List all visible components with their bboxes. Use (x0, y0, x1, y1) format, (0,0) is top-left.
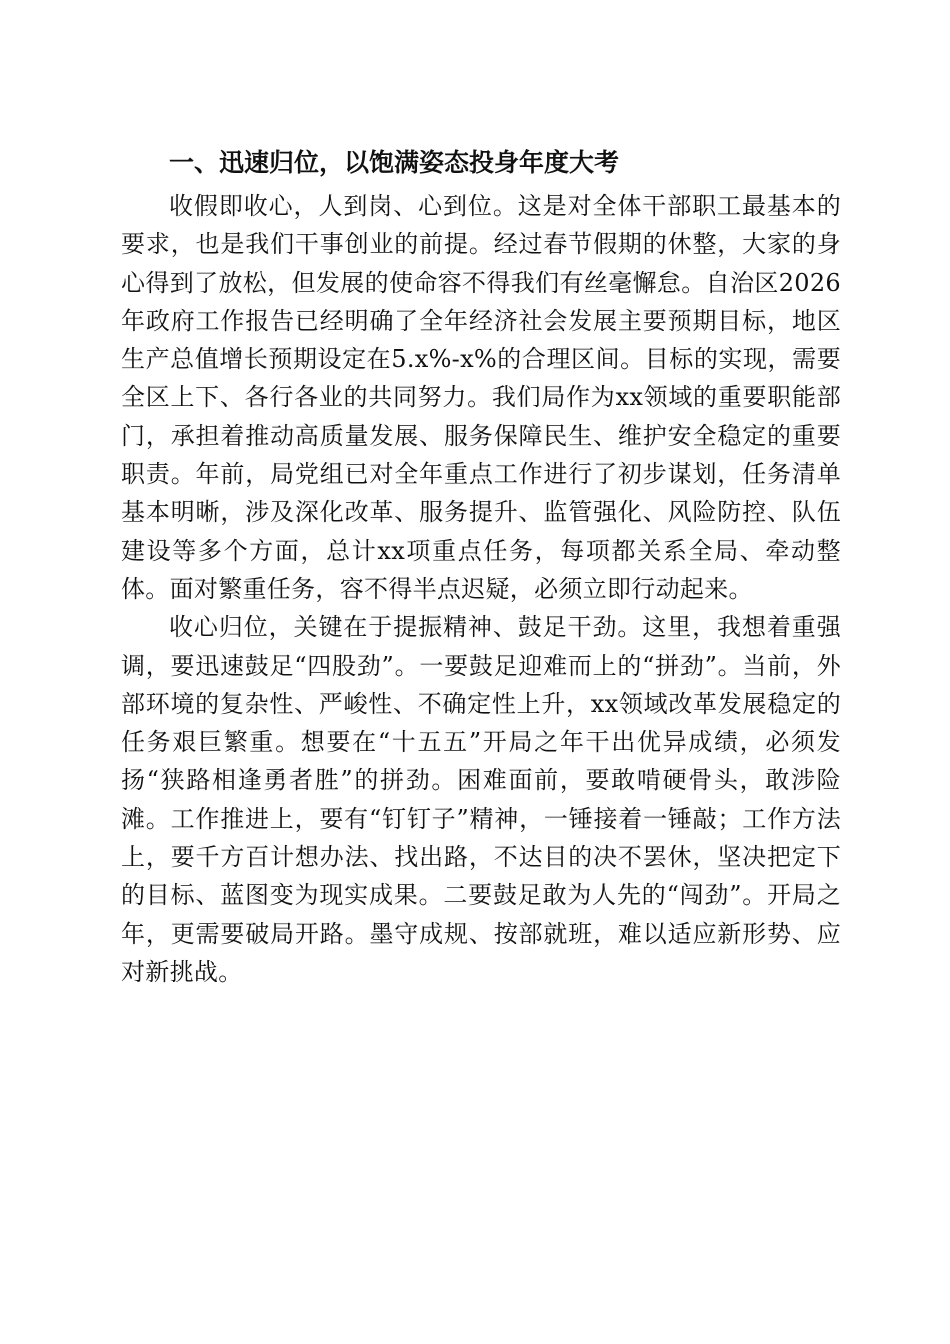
body-paragraph-2: 收心归位，关键在于提振精神、鼓足干劲。这里，我想着重强调，要迅速鼓足“四股劲”。一要鼓足迎难而上的“拼劲”。当前，外部环境的复杂性、严峻性、不确定性上升，xx领域改革发展稳定的任务艰巨繁重。想要在“十五五”开局之年干出优异成绩，必须发扬“狭路相逢勇者胜”的拼劲。困难面前，要敢啃硬骨头，敢涉险滩。工作推进上，要有“钉钉子”精神，一锤接着一锤敲；工作方法上，要千方百计想办法、找出路，不达目的决不罢休，坚决把定下的目标、蓝图变为现实成果。二要鼓足敢为人先的“闯劲”。开局之年，更需要破局开路。墨守成规、按部就班，难以适应新形势、应对新挑战。 (121, 613, 841, 986)
section-heading: 一、迅速归位，以饱满姿态投身年度大考 (169, 148, 620, 177)
body-paragraph-1: 收假即收心，人到岗、心到位。这是对全体干部职工最基本的要求，也是我们干事创业的前提。经过春节假期的休整，大家的身心得到了放松，但发展的使命容不得我们有丝毫懈怠。自治区2026年政府工作报告已经明确了全年经济社会发展主要预期目标，地区生产总值增长预期设定在5.x%-x%的合理区间。目标的实现，需要全区上下、各行各业的共同努力。我们局作为xx领域的重要职能部门，承担着推动高质量发展、服务保障民生、维护安全稳定的重要职责。年前，局党组已对全年重点工作进行了初步谋划，任务清单基本明晰，涉及深化改革、服务提升、监管强化、风险防控、队伍建设等多个方面，总计xx项重点任务，每项都关系全局、牵动整体。面对繁重任务，容不得半点迟疑，必须立即行动起来。 (121, 192, 841, 603)
document-body (121, 138, 841, 991)
